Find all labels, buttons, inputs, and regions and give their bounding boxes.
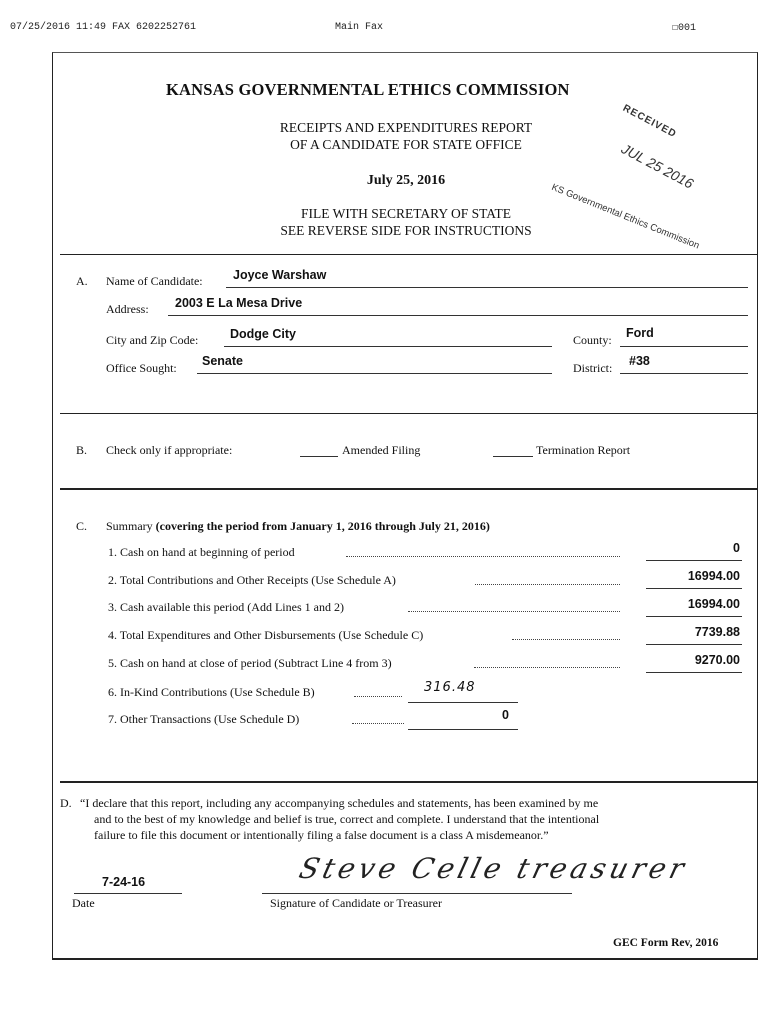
summary-line-4-value[interactable]: 7739.88 (694, 625, 740, 639)
divider-b (60, 488, 758, 490)
form-instruction-1: FILE WITH SECRETARY OF STATE (300, 206, 512, 221)
declaration-line-1: “I declare that this report, including any accompanying schedules and statements, has been examined by me (80, 796, 599, 810)
stamp-received: RECEIVED (620, 102, 679, 141)
amended-filing-label: Amended Filing (342, 443, 421, 457)
leader-2 (475, 584, 620, 585)
address-underline (168, 315, 748, 316)
amended-checkbox[interactable] (300, 456, 338, 457)
termination-checkbox[interactable] (493, 456, 533, 457)
line-7-underline (408, 729, 518, 730)
leader-7 (352, 723, 404, 724)
address-label: Address: (106, 302, 149, 316)
candidate-name-value[interactable]: Joyce Warshaw (233, 268, 327, 282)
summary-line-6-value[interactable]: 316.48 (424, 680, 476, 695)
office-sought-label: Office Sought: (106, 361, 177, 375)
candidate-name-label: Name of Candidate: (106, 274, 203, 288)
line-2-underline (646, 588, 742, 589)
divider-title (60, 254, 758, 255)
district-label: District: (573, 361, 613, 375)
summary-line-3-label: 3. Cash available this period (Add Lines 1 and 2) (108, 600, 344, 614)
county-label: County: (573, 333, 612, 347)
summary-label: Summary (106, 519, 156, 533)
line-1-underline (646, 560, 742, 561)
line-5-underline (646, 672, 742, 673)
date-underline (74, 893, 182, 894)
form-title: KANSAS GOVERNMENTAL ETHICS COMMISSION (166, 80, 570, 99)
line-6-underline (408, 702, 518, 703)
office-sought-value[interactable]: Senate (202, 354, 243, 368)
declaration-line-3: failure to file this document or intentionally filing a false document is a class A misdemeanor.” (94, 828, 549, 842)
county-underline (620, 346, 748, 347)
summary-line-7-label: 7. Other Transactions (Use Schedule D) (108, 712, 300, 726)
received-stamp (549, 102, 768, 254)
report-date: July 25, 2016 (366, 173, 446, 188)
line-4-underline (646, 644, 742, 645)
section-c-letter: C. (76, 519, 88, 533)
stamp-agency: KS Governmental Ethics Commission (549, 182, 701, 252)
summary-line-6-label: 6. In-Kind Contributions (Use Schedule B) (108, 685, 315, 699)
date-value[interactable]: 7-24-16 (102, 875, 146, 889)
county-value[interactable]: Ford (626, 326, 654, 340)
city-zip-label: City and Zip Code: (106, 333, 199, 347)
summary-line-7-value[interactable]: 0 (502, 708, 509, 722)
form-subtitle-2: OF A CANDIDATE FOR STATE OFFICE (290, 137, 522, 152)
leader-5 (474, 667, 620, 668)
divider-c (60, 781, 758, 783)
summary-line-2-value[interactable]: 16994.00 (687, 569, 740, 583)
form-revision: GEC Form Rev, 2016 (613, 937, 719, 949)
summary-line-5-value[interactable]: 9270.00 (694, 653, 740, 667)
termination-report-label: Termination Report (536, 443, 631, 457)
summary-period: (covering the period from January 1, 2016 through July 21, 2016) (155, 519, 490, 533)
district-value[interactable]: #38 (629, 354, 650, 368)
summary-line-5-label: 5. Cash on hand at close of period (Subtract Line 4 from 3) (108, 656, 392, 670)
office-sought-underline (197, 373, 552, 374)
fax-page-number: ☐001 (672, 23, 697, 34)
section-a-letter: A. (76, 274, 88, 288)
summary-line-3-value[interactable]: 16994.00 (687, 597, 740, 611)
form-instruction-2: SEE REVERSE SIDE FOR INSTRUCTIONS (280, 223, 532, 238)
candidate-name-underline (226, 287, 748, 288)
city-zip-value[interactable]: Dodge City (230, 327, 296, 341)
check-label: Check only if appropriate: (106, 443, 233, 457)
signature[interactable]: Steve Celle treasurer (295, 852, 692, 885)
signature-underline (262, 893, 572, 894)
fax-sender: Main Fax (335, 22, 384, 33)
section-b-letter: B. (76, 443, 88, 457)
address-value[interactable]: 2003 E La Mesa Drive (175, 296, 303, 310)
city-zip-underline (224, 346, 552, 347)
summary-line-1-label: 1. Cash on hand at beginning of period (108, 545, 295, 559)
summary-heading (106, 519, 490, 534)
leader-6 (354, 696, 402, 697)
signature-label: Signature of Candidate or Treasurer (270, 896, 442, 910)
divider-a (60, 413, 758, 414)
form-subtitle-1: RECEIPTS AND EXPENDITURES REPORT (279, 120, 533, 135)
summary-line-2-label: 2. Total Contributions and Other Receipts (Use Schedule A) (108, 573, 396, 587)
summary-line-1-value[interactable]: 0 (733, 541, 740, 555)
district-underline (620, 373, 748, 374)
fax-datetime: 07/25/2016 11:49 FAX 6202252761 (10, 22, 197, 33)
leader-4 (512, 639, 620, 640)
leader-1 (346, 556, 620, 557)
line-3-underline (646, 616, 742, 617)
summary-line-4-label: 4. Total Expenditures and Other Disbursements (Use Schedule C) (108, 628, 424, 642)
section-d-letter: D. (60, 796, 72, 810)
date-label: Date (72, 896, 95, 910)
stamp-date: JUL 25 2016 (618, 140, 697, 192)
declaration-line-2: and to the best of my knowledge and belief is true, correct and complete. I understand that the intentional (94, 812, 600, 826)
leader-3 (408, 611, 620, 612)
